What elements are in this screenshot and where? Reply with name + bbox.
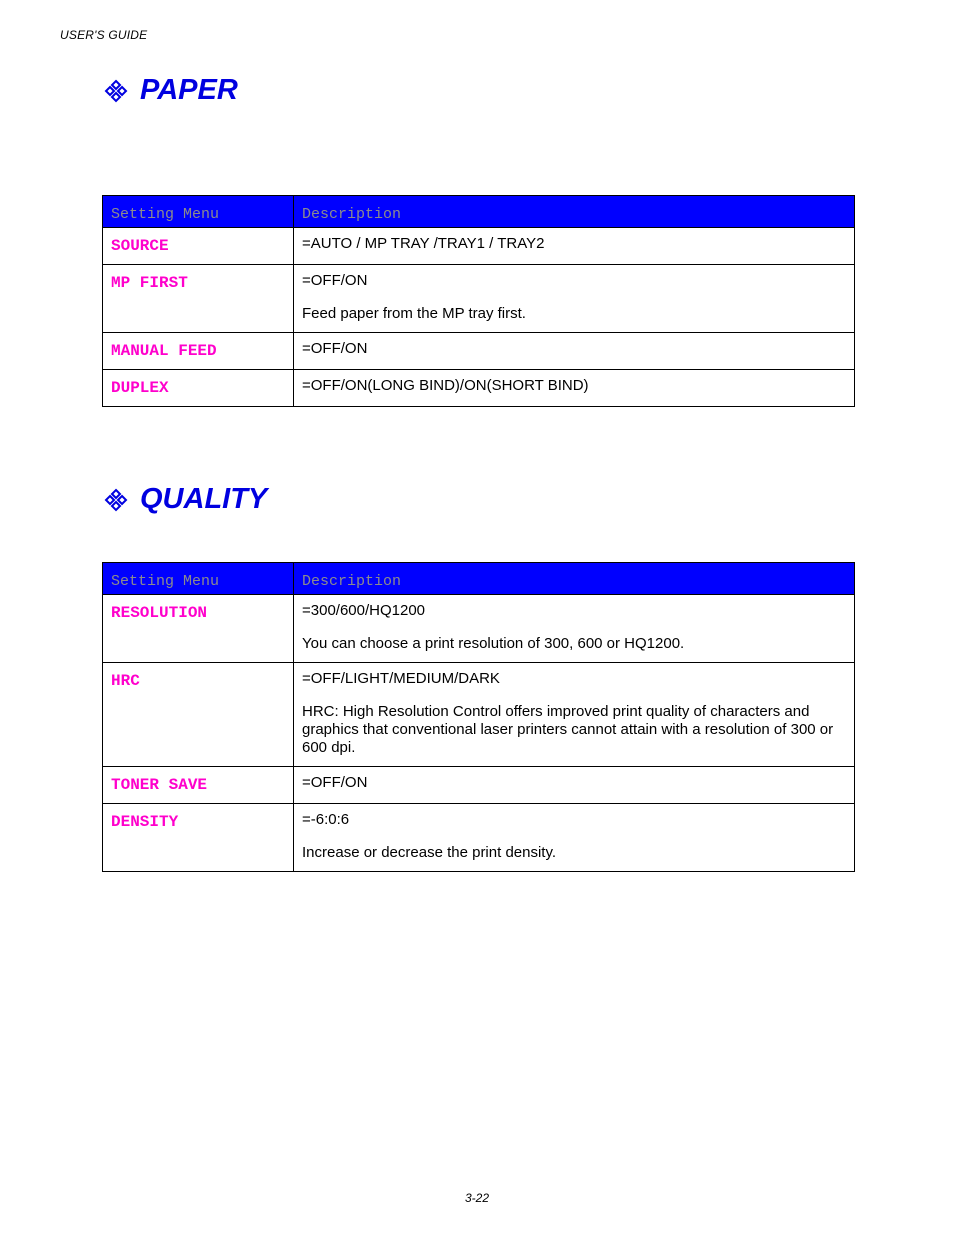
setting-name: MANUAL FEED [103,333,294,370]
setting-description [294,767,855,804]
running-header: USER'S GUIDE [60,28,148,42]
column-header-setting-menu: Setting Menu [103,563,294,595]
page-number: 3-22 [464,1191,490,1205]
section-heading-paper [104,74,238,107]
table-row [103,370,855,407]
setting-value: =OFF/ON [302,272,368,289]
table-row [103,228,855,265]
setting-note: Increase or decrease the print density. [302,844,557,861]
setting-name: SOURCE [103,228,294,265]
setting-value: =OFF/ON(LONG BIND)/ON(SHORT BIND) [302,377,589,394]
setting-name: HRC [103,663,294,767]
setting-note: HRC: High Resolution Control offers improved print quality of characters and graphics that conventional laser printers cannot attain with a resolution of 300 or 600 dpi. [302,703,834,756]
table-row [103,333,855,370]
setting-description [294,265,855,333]
quality-settings-table [102,562,855,872]
table-row [103,663,855,767]
setting-name: DUPLEX [103,370,294,407]
setting-note: Feed paper from the MP tray first. [302,305,526,322]
paper-settings-table [102,195,855,407]
section-title: QUALITY [140,483,268,515]
section-title: PAPER [140,74,238,106]
section-heading-quality [104,483,267,516]
setting-value: =AUTO / MP TRAY /TRAY1 / TRAY2 [302,235,545,252]
table-row [103,595,855,663]
table-header-row [103,196,855,228]
setting-name: TONER SAVE [103,767,294,804]
column-header-description: Description [294,196,855,228]
column-header-description: Description [294,563,855,595]
setting-description [294,333,855,370]
setting-name: MP FIRST [103,265,294,333]
setting-description [294,595,855,663]
setting-description [294,804,855,872]
setting-note: You can choose a print resolution of 300, 600 or HQ1200. [302,635,685,652]
setting-description [294,228,855,265]
setting-description [294,663,855,767]
setting-value: =-6:0:6 [302,811,350,828]
setting-value: =300/600/HQ1200 [302,602,426,619]
table-row [103,265,855,333]
setting-value: =OFF/ON [302,774,368,791]
setting-value: =OFF/ON [302,340,368,357]
setting-name: RESOLUTION [103,595,294,663]
column-header-setting-menu: Setting Menu [103,196,294,228]
four-diamond-bullet-icon [104,79,128,103]
table-row [103,804,855,872]
setting-name: DENSITY [103,804,294,872]
table-header-row [103,563,855,595]
table-row [103,767,855,804]
setting-description [294,370,855,407]
four-diamond-bullet-icon [104,488,128,512]
setting-value: =OFF/LIGHT/MEDIUM/DARK [302,670,500,687]
